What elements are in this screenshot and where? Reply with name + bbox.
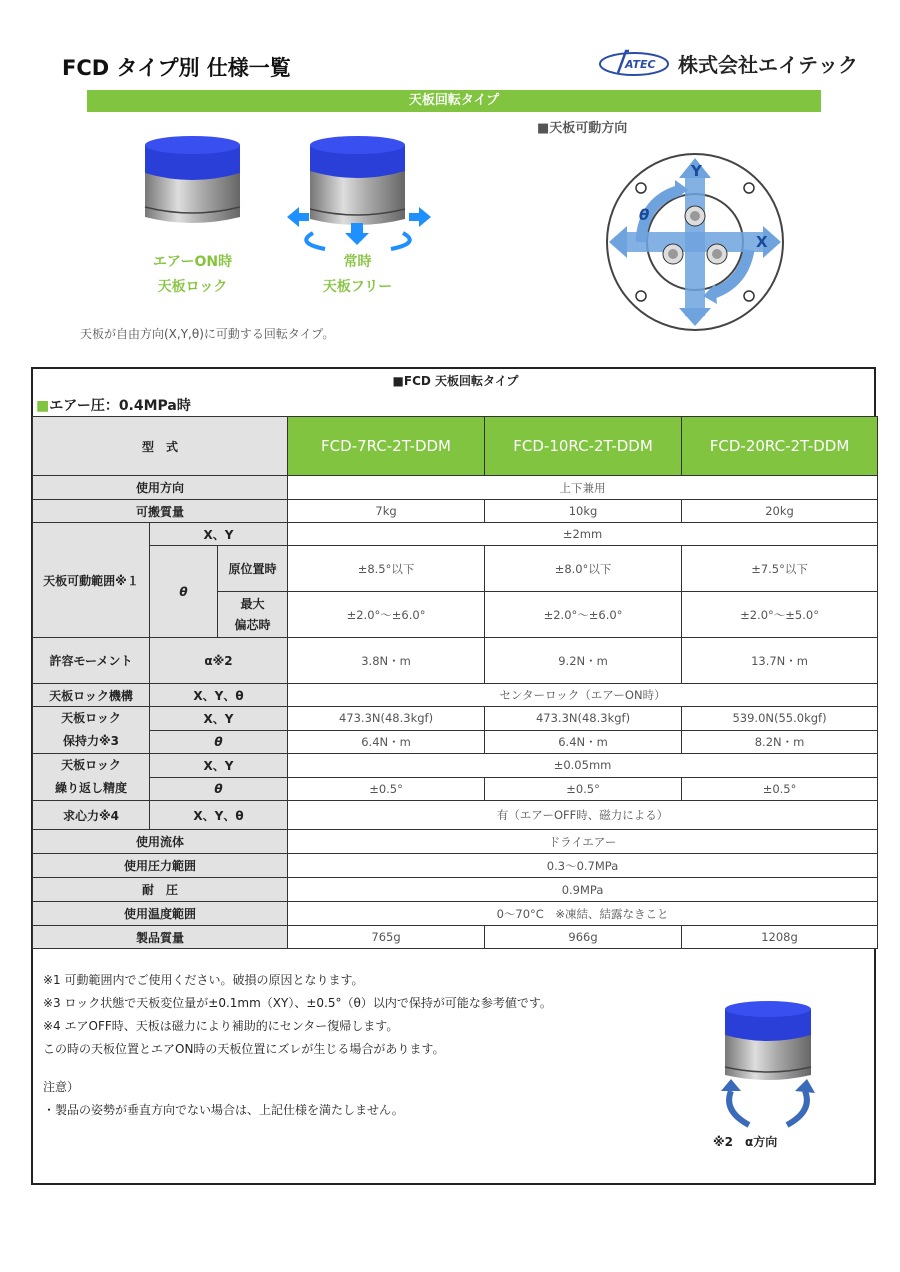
- model-header: 型 式: [33, 417, 288, 476]
- row-label: 製品質量: [33, 926, 288, 949]
- table-cell: ±8.0°以下: [485, 546, 682, 592]
- table-cell: 10kg: [485, 500, 682, 523]
- pressure-text: エアー圧：0.4MPa時: [49, 398, 191, 414]
- table-row: [33, 830, 878, 854]
- sub-label: X、Y、θ: [150, 801, 288, 830]
- table-cell: ±2.0°～±6.0°: [485, 592, 682, 638]
- axis-theta-label: θ: [639, 206, 650, 224]
- sub-label: X、Y: [150, 523, 288, 546]
- table-cell: ±0.05mm: [288, 754, 878, 778]
- row-label: 可搬質量: [33, 500, 288, 523]
- table-row: [33, 754, 878, 778]
- table-cell: ±7.5°以下: [682, 546, 878, 592]
- table-row: [33, 500, 878, 523]
- caption-air-on: [140, 250, 245, 300]
- table-row: [33, 926, 878, 949]
- model-cell: FCD-20RC-2T-DDM: [682, 417, 878, 476]
- table-cell: 0～70°C ※凍結、結露なきこと: [288, 902, 878, 926]
- caption-air-on-line1: エアーON時: [152, 254, 233, 270]
- product-free-image: [285, 135, 435, 255]
- table-cell: センターロック（エアーON時）: [288, 684, 878, 707]
- product-locked-image: [140, 135, 245, 230]
- table-row: [33, 854, 878, 878]
- row-label: [33, 754, 150, 801]
- sub-label: θ: [150, 730, 288, 754]
- table-cell: 13.7N・m: [682, 638, 878, 684]
- sub-label: θ: [150, 777, 288, 801]
- sub-label: X、Y: [150, 754, 288, 778]
- company-block: [598, 47, 858, 79]
- movable-direction-diagram: [603, 150, 788, 335]
- spec-table: [32, 416, 878, 949]
- table-row: [33, 707, 878, 731]
- row-label: 許容モーメント: [33, 638, 150, 684]
- table-row: [33, 878, 878, 902]
- table-cell: 7kg: [288, 500, 485, 523]
- table-row: [33, 684, 878, 707]
- table-cell: 20kg: [682, 500, 878, 523]
- row-label: [33, 707, 150, 754]
- table-row: [33, 476, 878, 500]
- table-cell: 473.3N(48.3kgf): [288, 707, 485, 731]
- sub-label: θ: [150, 546, 218, 638]
- caption-always: [310, 250, 405, 300]
- table-cell: 8.2N・m: [682, 730, 878, 754]
- sub-label: X、Y、θ: [150, 684, 288, 707]
- table-cell: ±0.5°: [288, 777, 485, 801]
- alpha-caption: ※2 α方向: [713, 1135, 778, 1149]
- holding-label-line1: 天板ロック: [61, 711, 121, 725]
- table-cell: 3.8N・m: [288, 638, 485, 684]
- caption-always-line2: 天板フリー: [322, 279, 393, 295]
- table-cell: ±2mm: [288, 523, 878, 546]
- model-cell: FCD-10RC-2T-DDM: [485, 417, 682, 476]
- table-row: [33, 801, 878, 830]
- caution-block: [43, 1076, 404, 1122]
- caption-air-on-line2: 天板ロック: [157, 279, 228, 295]
- pressure-square: ■: [36, 398, 50, 414]
- axis-x-label: X: [756, 233, 768, 251]
- table-cell: 473.3N(48.3kgf): [485, 707, 682, 731]
- repeat-label-line1: 天板ロック: [61, 758, 121, 772]
- note-item: ※4 エアOFF時、天板は磁力により補助的にセンター復帰します。: [43, 1019, 399, 1033]
- sub-label: 原位置時: [218, 546, 288, 592]
- type-banner: 天板回転タイプ: [87, 90, 821, 112]
- note-item: この時の天板位置とエアON時の天板位置にズレが生じる場合があります。: [43, 1042, 445, 1056]
- table-cell: 6.4N・m: [288, 730, 485, 754]
- table-cell: 0.3～0.7MPa: [288, 854, 878, 878]
- row-label: 使用圧力範囲: [33, 854, 288, 878]
- company-name: 株式会社エイテック: [678, 52, 858, 77]
- table-cell: ±0.5°: [682, 777, 878, 801]
- page-title: FCD タイプ別 仕様一覧: [62, 56, 291, 80]
- spec-section: [31, 367, 876, 1185]
- note-item: ※3 ロック状態で天板変位量が±0.1mm（XY）、±0.5°（θ）以内で保持が可能な参考値です。: [43, 996, 552, 1010]
- table-cell: 1208g: [682, 926, 878, 949]
- table-cell: 966g: [485, 926, 682, 949]
- row-label: 使用流体: [33, 830, 288, 854]
- row-label: 耐 圧: [33, 878, 288, 902]
- table-cell: 539.0N(55.0kgf): [682, 707, 878, 731]
- sub-label: X、Y: [150, 707, 288, 731]
- maxoff-label-line1: 最大: [240, 596, 265, 611]
- row-label: 使用方向: [33, 476, 288, 500]
- table-row: [33, 638, 878, 684]
- direction-label: ■天板可動方向: [537, 121, 628, 136]
- row-label: 天板可動範囲※１: [33, 523, 150, 638]
- table-row: [33, 902, 878, 926]
- table-row: [33, 730, 878, 754]
- table-cell: 9.2N・m: [485, 638, 682, 684]
- notes-list: [43, 969, 552, 1061]
- row-label: 求心力※4: [33, 801, 150, 830]
- maxoff-label-line2: 偏芯時: [234, 617, 271, 632]
- table-row: [33, 417, 878, 476]
- table-cell: ±2.0°～±6.0°: [288, 592, 485, 638]
- table-row: [33, 546, 878, 592]
- table-row: [33, 777, 878, 801]
- repeat-label-line2: 繰り返し精度: [54, 781, 127, 795]
- caption-always-line1: 常時: [343, 254, 372, 270]
- type-description: 天板が自由方向(X,Y,θ)に可動する回転タイプ。: [80, 327, 335, 341]
- atec-logo-icon: [598, 47, 670, 79]
- model-cell: FCD-7RC-2T-DDM: [288, 417, 485, 476]
- table-cell: ドライエアー: [288, 830, 878, 854]
- alpha-direction-image: [713, 999, 823, 1129]
- caution-title: 注意）: [43, 1080, 80, 1094]
- table-cell: 有（エアーOFF時、磁力による）: [288, 801, 878, 830]
- holding-label-line2: 保持力※3: [62, 734, 120, 748]
- caution-text: ・製品の姿勢が垂直方向でない場合は、上記仕様を満たしません。: [43, 1103, 404, 1117]
- table-cell: 6.4N・m: [485, 730, 682, 754]
- table-cell: 765g: [288, 926, 485, 949]
- svg-text:ATEC: ATEC: [625, 58, 656, 71]
- table-cell: ±8.5°以下: [288, 546, 485, 592]
- sub-label: α※2: [150, 638, 288, 684]
- pressure-condition: [36, 395, 191, 415]
- note-item: ※1 可動範囲内でご使用ください。破損の原因となります。: [43, 973, 364, 987]
- table-cell: 上下兼用: [288, 476, 878, 500]
- sub-label: [218, 592, 288, 638]
- table-cell: 0.9MPa: [288, 878, 878, 902]
- row-label: 使用温度範囲: [33, 902, 288, 926]
- row-label: 天板ロック機構: [33, 684, 150, 707]
- table-title: ■FCD 天板回転タイプ: [392, 374, 519, 388]
- table-cell: ±0.5°: [485, 777, 682, 801]
- table-row: [33, 523, 878, 546]
- axis-y-label: Y: [691, 162, 702, 180]
- table-cell: ±2.0°～±5.0°: [682, 592, 878, 638]
